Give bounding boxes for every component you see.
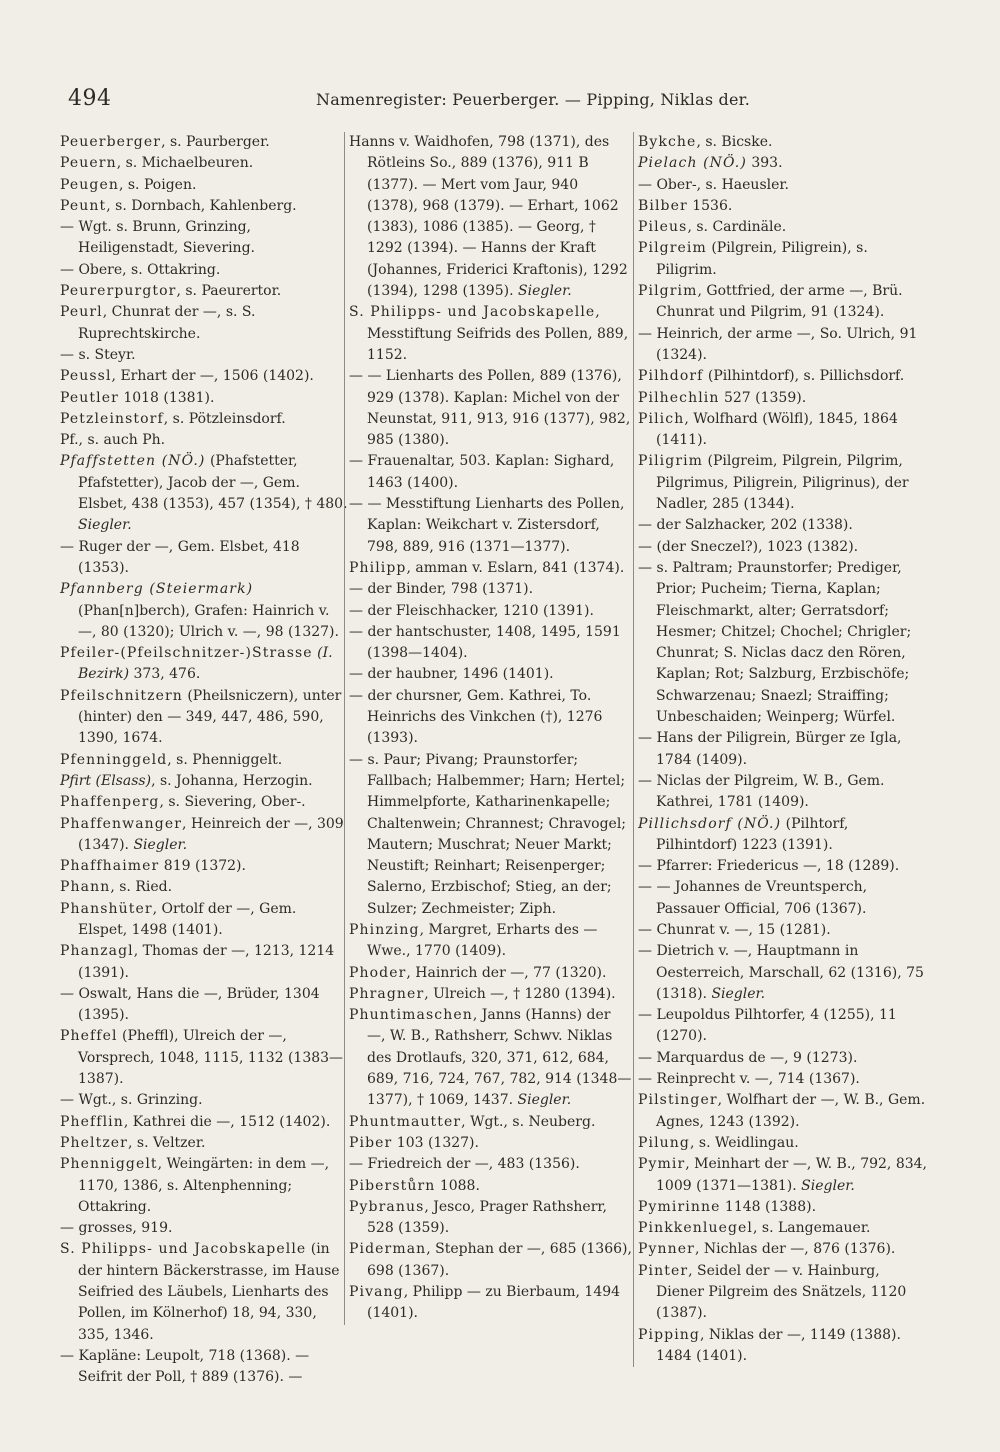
entry-text: (Phan[n]berch), Grafen: Hainrich v. —, 80 (1320); Ulrich v. —, 98 (1327). [78,602,339,640]
index-entry [60,1239,348,1345]
index-entry [60,153,348,174]
entry-text: — der hantschuster, 1408, 1495, 1591 (1398—1404). [349,623,621,662]
index-entry [638,366,928,387]
entry-italic-text: Siegler. [518,283,572,300]
entry-headword: Piber [349,1134,393,1151]
entry-text: 1018 (1381). [118,389,215,406]
entry-headword: Phann [60,879,111,896]
index-entry [60,1026,348,1090]
index-entry [349,366,633,451]
entry-headword: Pheffel [60,1028,118,1045]
entry-text: , s. Poigen. [118,176,197,193]
index-entry [349,686,633,750]
entry-text: , s. Cardinäle. [687,219,787,236]
entry-text: — Frauenaltar, 503. Kaplan: Sighard, 1463 (1400). [349,453,615,491]
index-entry [349,920,633,963]
entry-text: — Oswalt, Hans die —, Brüder, 1304 (1395). [60,985,320,1024]
entry-text: — der chursner, Gem. Kathrei, To. Heinrichs des Vinkchen (†), 1276 (1393). [349,687,603,747]
index-entry [60,409,348,430]
entry-headword: Phoder [349,964,407,981]
index-entry [638,324,928,367]
index-column-2 [344,132,633,1325]
entry-text: — Friedreich der —, 483 (1356). [349,1156,580,1173]
entry-text: 1536. [687,197,733,214]
entry-text: — der Salzhacker, 202 (1338). [638,517,853,534]
entry-text: — Kapläne: Leupolt, 718 (1368). — Seifrit der Poll, † 889 (1376). — [60,1347,310,1386]
index-entry [60,175,348,196]
index-entry [349,664,633,685]
entry-headword: Piligrim [638,453,704,470]
index-entry [349,963,633,984]
entry-text: , Meinhart der —, W. B., 792, 834, 1009 (1371—1381). [656,1156,927,1194]
entry-headword: Bykche [638,134,697,150]
entry-text: , Janns (Hanns) der —, W. B., Rathsherr, Schwv. Niklas des Drotlaufs, 320, 371, 612, 684, 689, 716, 724, 767, 782, 914 (1348—1377), † 1069, 1437. [367,1007,632,1109]
index-entry [60,1346,348,1389]
index-entry [60,281,348,302]
entry-text: (Pilgreim, Pilgrein, Pilgrim, Pilgrimus, Piligrein, Piligrinus), der Nadler, 285 (1344). [656,453,909,513]
entry-headword: Phaffhaimer [60,858,160,875]
entry-headword: Pynner [638,1241,695,1258]
entry-headword: S. Philipps- und Jacobskapelle [349,304,596,321]
index-entry [638,153,928,174]
entry-text: , Erhart der —, 1506 (1402). [111,368,314,385]
entry-text: , Jesco, Prager Rathsherr, 528 (1359). [367,1198,607,1237]
entry-headword: Phaffenperg [60,794,160,811]
index-entry [349,984,633,1005]
entry-text: , s. Phenniggelt. [167,751,283,768]
index-entry [349,750,633,920]
entry-text: (Pilhintdorf), s. Pillichsdorf. [703,368,905,385]
entry-text: , Margret, Erharts des — Wwe., 1770 (1409). [367,921,598,960]
index-entry [349,579,633,600]
entry-text: 1088. [435,1177,480,1194]
entry-text: — der Binder, 798 (1371). [349,581,534,598]
index-entry [638,451,928,515]
entry-headword: Peuern [60,155,117,172]
entry-headword: Pillichsdorf (NÖ.) [638,815,782,832]
index-entry [349,601,633,622]
entry-text: — s. Paltram; Praunstorfer; Prediger, Prior; Pucheim; Tierna, Kaplan; Fleischmarkt, alter; Gerratsdorf; Hesmer; Chitzel; Chochel; Chrigler; Chunrat; S. Niclas dacz den Rören, Kaplan; Rot; Salzburg, Erzbischöfe; Schwarzenau; Snaezl; Straiffing; Unbeschaiden; Weinperg; Würfel. [638,559,912,726]
page-number: 494 [68,86,112,111]
index-entry [60,1090,348,1111]
index-column-1 [60,132,348,1389]
entry-headword: Pilhdorf [638,368,704,385]
index-entry [60,643,348,686]
index-entry [349,1112,633,1133]
index-entry [349,1154,633,1175]
entry-text: , s. Dornbach, Kahlenberg. [106,197,297,214]
index-entry [349,494,633,558]
index-entry [638,537,928,558]
entry-headword: Pilich [638,410,685,427]
index-entry [60,1112,348,1133]
entry-headword: Phuntimaschen [349,1007,473,1024]
entry-headword: Peurl [60,304,103,321]
index-entry [638,1325,928,1368]
index-entry [60,856,348,877]
entry-text: — Reinprecht v. —, 714 (1367). [638,1071,860,1088]
entry-headword: Phinzing [349,921,420,938]
entry-text: , Messtiftung Seifrids des Pollen, 889, 1152. [367,304,629,363]
index-entry [60,579,348,643]
entry-text: — Leupoldus Pilhtorfer, 4 (1255), 11 (1270). [638,1007,897,1045]
index-entry [638,1154,928,1197]
index-entry [638,877,928,920]
entry-headword: Phaffenwanger [60,815,183,832]
entry-text: , s. Michaelbeuren. [116,155,254,172]
entry-headword: Piberstůrn [349,1177,436,1194]
index-entry [638,920,928,941]
index-entry [638,515,928,536]
index-entry [349,1176,633,1197]
index-entry [638,388,928,409]
index-entry [60,814,348,857]
index-entry [60,941,348,984]
entry-headword: Peuerberger [60,134,162,150]
entry-text: 373, 476. [129,666,201,683]
entry-text: (Pilhtorf, Pilhintdorf) 1223 (1391). [656,815,849,853]
entry-headword: Pinter [638,1262,689,1279]
entry-text: — Obere, s. Ottakring. [60,261,221,278]
entry-text: , Nichlas der —, 876 (1376). [694,1241,896,1258]
index-entry [60,366,348,387]
entry-text: — der haubner, 1496 (1401). [349,666,554,683]
entry-text: , s. Pötzleinsdorf. [163,410,286,427]
entry-text: , Chunrat der —, s. S. Ruprechtskirche. [78,304,256,342]
index-entry [60,750,348,771]
entry-text: , Stephan der —, 685 (1366), 698 (1367). [367,1241,632,1279]
entry-text: — — Messtiftung Lienharts des Pollen, Kaplan: Weikchart v. Zistersdorf, 798, 889, 916 (1371—1377). [349,496,625,555]
index-entry [60,430,348,451]
index-entry [60,388,348,409]
index-entry [349,451,633,494]
index-entry [638,1048,928,1069]
entry-text: — Pfarrer: Friedericus —, 18 (1289). [638,858,900,875]
index-entry [60,984,348,1027]
index-entry [60,771,348,792]
entry-text: , Heinreich der —, 309 (1347). [78,815,344,853]
entry-headword: Phanshüter [60,900,153,917]
entry-headword: Pielach (NÖ.) [638,155,747,172]
entry-text: , s. Langemauer. [753,1220,871,1237]
entry-text: — Hans der Piligrein, Bürger ze Igla, 1784 (1409). [638,730,902,768]
entry-italic-text: Siegler. [133,836,188,853]
entry-headword: Pfenninggeld [60,751,168,768]
entry-headword: Piderman [349,1241,427,1258]
index-entry [638,1261,928,1325]
entry-text: , s. Johanna, Herzogin. [151,772,313,789]
index-entry [60,792,348,813]
entry-text: 1148 (1388). [720,1198,817,1215]
entry-headword: Pilgreim [638,240,707,257]
index-entry [638,1218,928,1239]
entry-italic-text: Siegler. [78,517,132,534]
entry-headword: Pilung [638,1134,690,1151]
index-entry [638,1005,928,1048]
entry-text: , Gottfried, der arme —, Brü. Chunrat und Pilgrim, 91 (1324). [656,283,903,321]
index-entry [349,1239,633,1282]
index-entry [60,1218,348,1239]
entry-headword: Petzleinstorf [60,410,164,427]
entry-italic-text: Siegler. [801,1177,855,1194]
index-entry [638,196,928,217]
index-entry [60,899,348,942]
entry-text: — grosses, 919. [60,1220,173,1237]
index-entry [349,1133,633,1154]
entry-italic-text: (I. Bezirk) [78,645,333,683]
entry-headword: Peutler [60,389,119,406]
index-entry [60,345,348,366]
entry-headword: Bilber [638,197,688,214]
entry-headword: Pfannberg (Steiermark) [60,581,254,598]
entry-text: — Dietrich v. —, Hauptmann in Oesterreich, Marschall, 62 (1316), 75 (1318). [638,943,924,1002]
entry-text: — Ober-, s. Haeusler. [638,176,789,193]
index-entry [349,1197,633,1240]
index-entry [638,281,928,324]
entry-headword: Pybranus [349,1198,425,1215]
entry-headword: Pymir [638,1156,686,1173]
entry-headword: Peurerpurgtor [60,283,177,300]
entry-italic-text: Siegler. [517,1092,572,1109]
entry-headword: Pilstinger [638,1092,718,1109]
entry-text: — Ruger der —, Gem. Elsbet, 418 (1353). [60,538,300,576]
entry-text: , Wolfhard (Wölfl), 1845, 1864 (1411). [656,410,898,449]
index-entry [638,558,928,728]
entry-headword: Peussl [60,368,112,385]
entry-headword: Pileus [638,219,688,236]
index-entry [638,1197,928,1218]
entry-text: , Wgt., s. Neuberg. [461,1113,596,1130]
entry-text: , s. Veltzer. [127,1134,206,1151]
entry-headword: Phuntmautter [349,1113,462,1130]
index-entry [60,260,348,281]
entry-text: — Wgt., s. Grinzing. [60,1092,203,1109]
entry-headword: Pipping [638,1326,700,1343]
entry-text: , Seidel der — v. Hainburg, Diener Pilgreim des Snätzels, 1120 (1387). [656,1262,907,1322]
index-entry [349,1282,633,1325]
entry-text: , s. Bicske. [696,134,773,150]
index-entry [638,409,928,452]
index-entry [638,814,928,857]
entry-text: — Heinrich, der arme —, So. Ulrich, 91 (1324). [638,325,918,363]
index-entry [638,728,928,771]
entry-text: , Wolfhart der —, W. B., Gem. Agnes, 1243 (1392). [656,1092,926,1130]
index-entry [638,856,928,877]
entry-headword: Phefflin [60,1113,124,1130]
entry-text: — s. Steyr. [60,346,136,363]
index-entry [349,1005,633,1111]
entry-text: (Pilgrein, Piligrein), s. Piligrim. [656,240,868,278]
entry-text: , Philipp — zu Bierbaum, 1494 (1401). [367,1284,621,1322]
entry-headword: Pfeilschnitzern [60,687,183,704]
entry-headword: Pfeiler-(Pfeilschnitzer-)Strasse [60,645,313,662]
entry-italic-text: Pfirt (Elsass) [60,772,152,789]
index-entry [60,132,348,153]
entry-text: 819 (1372). [159,858,246,875]
entry-text: — s. Paur; Pivang; Praunstorfer; Fallbach; Halbemmer; Harn; Hertel; Himmelpforte, Katharinenkapelle; Chaltenwein; Chrannest; Chravogel; Mautern; Muschrat; Neuer Markt; Neustift; Reinhart; Reisenperger; Salerno, Erzbischof; Stieg, an der; Sulzer; Zechmeister; Ziph. [349,751,627,917]
entry-headword: Philipp [349,559,407,576]
entry-text: (Pheilsniczern), unter (hinter) den — 349, 447, 486, 590, 1390, 1674. [78,687,342,747]
index-entry [60,537,348,580]
entry-text: , Niklas der —, 1149 (1388). 1484 (1401). [656,1326,901,1364]
index-entry [638,771,928,814]
index-entry [638,238,928,281]
index-entry [60,302,348,345]
entry-text: , s. Paurberger. [161,134,270,150]
entry-italic-text: Siegler. [711,985,766,1002]
entry-text: , Ulreich —, † 1280 (1394). [424,985,616,1002]
entry-text: , amman v. Eslarn, 841 (1374). [406,559,625,576]
index-entry [60,451,348,536]
index-entry [349,622,633,665]
entry-text: Hanns v. Waidhofen, 798 (1371), des Rötleins So., 889 (1376), 911 B (1377). — Mert vom Jaur, 940 (1378), 968 (1379). — Erhart, 1062 (1383), 1086 (1385). — Georg, † 1292 (1394). — Hanns der Kraft (Johannes, Friderici Kraftonis), 1292 (1394), 1298 (1395). [349,134,628,300]
index-entry [638,1069,928,1090]
index-entry [638,175,928,196]
entry-text: (in der hintern Bäckerstrasse, im Hause Seifried des Läubels, Lienharts des Pollen, im Kölnerhof) 18, 94, 330, 335, 1346. [78,1241,340,1343]
index-entry [638,1133,928,1154]
entry-text: — (der Sneczel?), 1023 (1382). [638,538,859,555]
index-entry [638,941,928,1005]
entry-text: , s. Weidlingau. [689,1134,799,1151]
index-entry [60,686,348,750]
index-entry [638,132,928,153]
entry-headword: Pilgrim [638,283,698,300]
index-entry [60,1154,348,1218]
entry-text: — — Johannes de Vreuntsperch, Passauer Official, 706 (1367). [638,879,868,917]
entry-headword: S. Philipps- und Jacobskapelle [60,1241,307,1258]
entry-text: — Wgt. s. Brunn, Grinzing, Heiligenstadt, Sievering. [60,219,255,257]
index-entry [60,1133,348,1154]
entry-text: 393. [746,155,783,172]
entry-headword: Peunt [60,197,107,214]
entry-headword: Phragner [349,985,425,1002]
entry-text: , Kathrei die —, 1512 (1402). [123,1113,331,1130]
entry-text: , s. Paeurertor. [176,283,282,300]
index-entry [349,558,633,579]
entry-headword: Pilhechlin [638,389,720,406]
entry-text: , s. Ried. [110,879,173,896]
index-entry [60,877,348,898]
entry-text: , Thomas der —, 1213, 1214 (1391). [78,943,335,981]
entry-text: , s. Sievering, Ober-. [159,794,306,811]
index-column-3 [633,132,928,1367]
entry-text: , Ortolf der —, Gem. Elspet, 1498 (1401). [78,900,297,938]
index-entry [638,217,928,238]
index-entry [638,1239,928,1260]
index-entry [638,1090,928,1133]
entry-headword: Phanzagl [60,943,134,960]
entry-text: (Phafstetter, Pfafstetter), Jacob der —, Gem. Elsbet, 438 (1353), 457 (1354), † 480. [78,453,348,513]
index-entry [60,217,348,260]
entry-text: — Niclas der Pilgreim, W. B., Gem. Kathrei, 1781 (1409). [638,772,885,811]
entry-headword: Phenniggelt [60,1156,158,1173]
entry-text: (Pheffl), Ulreich der —, Vorsprech, 1048, 1115, 1132 (1383—1387). [78,1028,344,1088]
entry-headword: Pivang [349,1284,404,1301]
entry-text: — — Lienharts des Pollen, 889 (1376), 929 (1378). Kaplan: Michel von der Neunstat, 911, 913, 916 (1377), 982, 985 (1380). [349,368,631,449]
running-head: Namenregister: Peuerberger. — Pipping, Niklas der. [316,90,751,109]
entry-text: Pf., s. auch Ph. [60,432,166,449]
entry-headword: Pheltzer [60,1134,128,1151]
index-entry [60,196,348,217]
entry-headword: Pfaffstetten (NÖ.) [60,453,206,470]
entry-text: , Hainrich der —, 77 (1320). [406,964,607,981]
entry-headword: Pymirinne [638,1198,721,1215]
entry-text: , Weingärten: in dem —, 1170, 1386, s. Altenphenning; Ottakring. [78,1156,330,1215]
entry-headword: Pinkkenluegel [638,1220,753,1237]
entry-text: — Marquardus de —, 9 (1273). [638,1049,858,1066]
index-entry [349,132,633,302]
entry-text: — der Fleischhacker, 1210 (1391). [349,602,594,619]
index-entry [349,302,633,366]
entry-text: 527 (1359). [719,389,807,406]
entry-text: — Chunrat v. —, 15 (1281). [638,921,831,938]
entry-text: 103 (1327). [392,1134,479,1151]
entry-headword: Peugen [60,176,119,193]
